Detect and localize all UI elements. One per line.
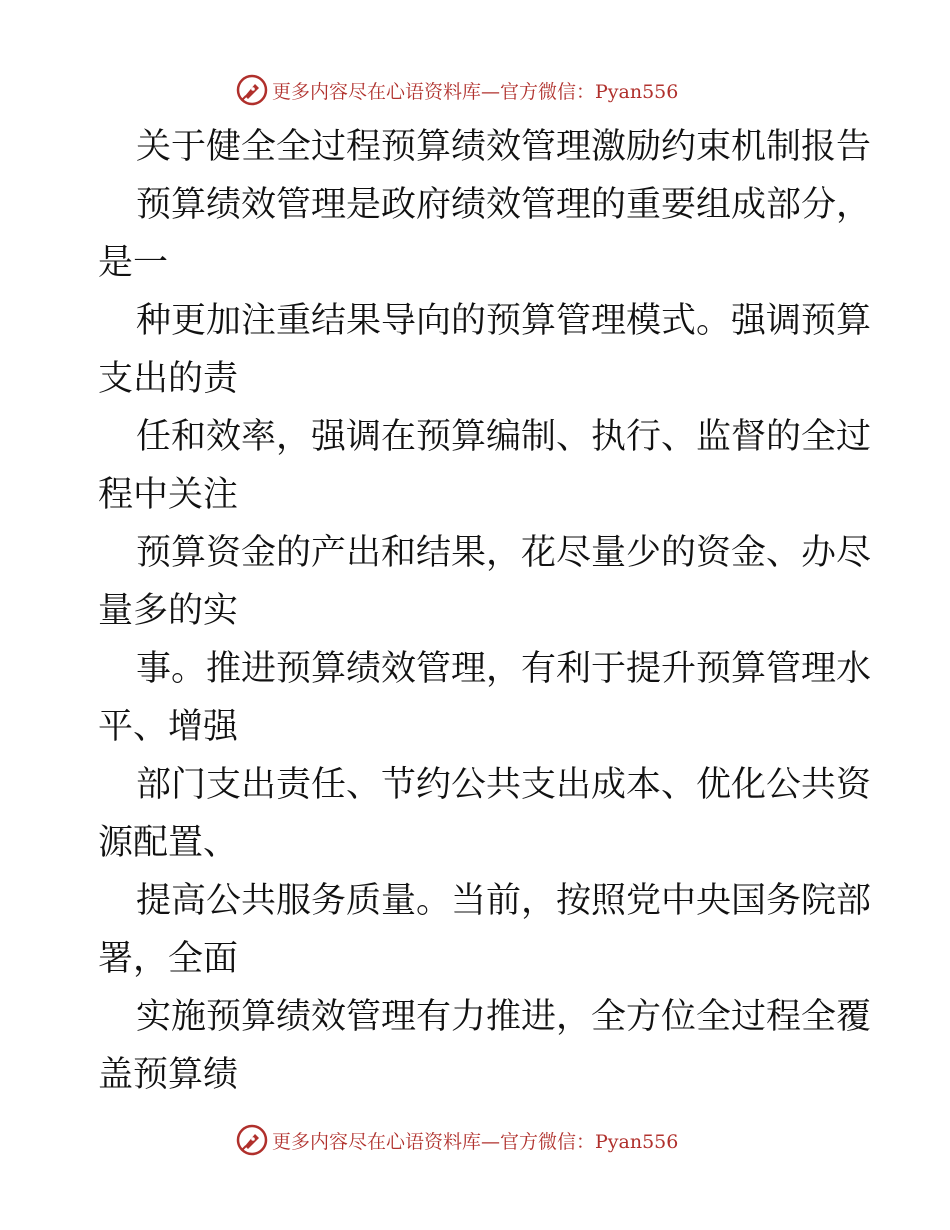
document-title: 关于健全全过程预算绩效管理激励约束机制报告 — [136, 127, 872, 167]
banner-text: 更多内容尽在心语资料库—官方微信：Pyan556 — [272, 80, 679, 103]
banner-text: 更多内容尽在心语资料库—官方微信：Pyan556 — [272, 1130, 679, 1153]
text-line: 署，全面 — [98, 939, 239, 979]
text-line: 事。推进预算绩效管理，有利于提升预算管理水 — [136, 649, 872, 689]
footer-banner — [0, 1122, 950, 1158]
text-line: 提高公共服务质量。当前，按照党中央国务院部 — [136, 881, 872, 921]
pen-nib-logo-icon — [236, 1124, 268, 1156]
text-line: 预算绩效管理是政府绩效管理的重要组成部分， — [136, 185, 872, 225]
pen-nib-logo-icon — [236, 74, 268, 106]
text-line: 平、增强 — [98, 707, 239, 747]
text-line: 实施预算绩效管理有力推进，全方位全过程全覆 — [136, 997, 872, 1037]
text-line: 盖预算绩 — [98, 1055, 239, 1095]
text-line: 部门支出责任、节约公共支出成本、优化公共资 — [136, 765, 872, 805]
text-line: 源配置、 — [98, 823, 239, 863]
text-line: 是一 — [98, 243, 169, 283]
document-body — [98, 118, 872, 1104]
text-line: 种更加注重结果导向的预算管理模式。强调预算 — [136, 301, 872, 341]
text-line: 量多的实 — [98, 591, 239, 631]
text-line: 程中关注 — [98, 475, 239, 515]
text-line: 预算资金的产出和结果，花尽量少的资金、办尽 — [136, 533, 872, 573]
text-line: 支出的责 — [98, 359, 239, 399]
text-line: 任和效率，强调在预算编制、执行、监督的全过 — [136, 417, 872, 457]
header-banner — [0, 72, 950, 108]
